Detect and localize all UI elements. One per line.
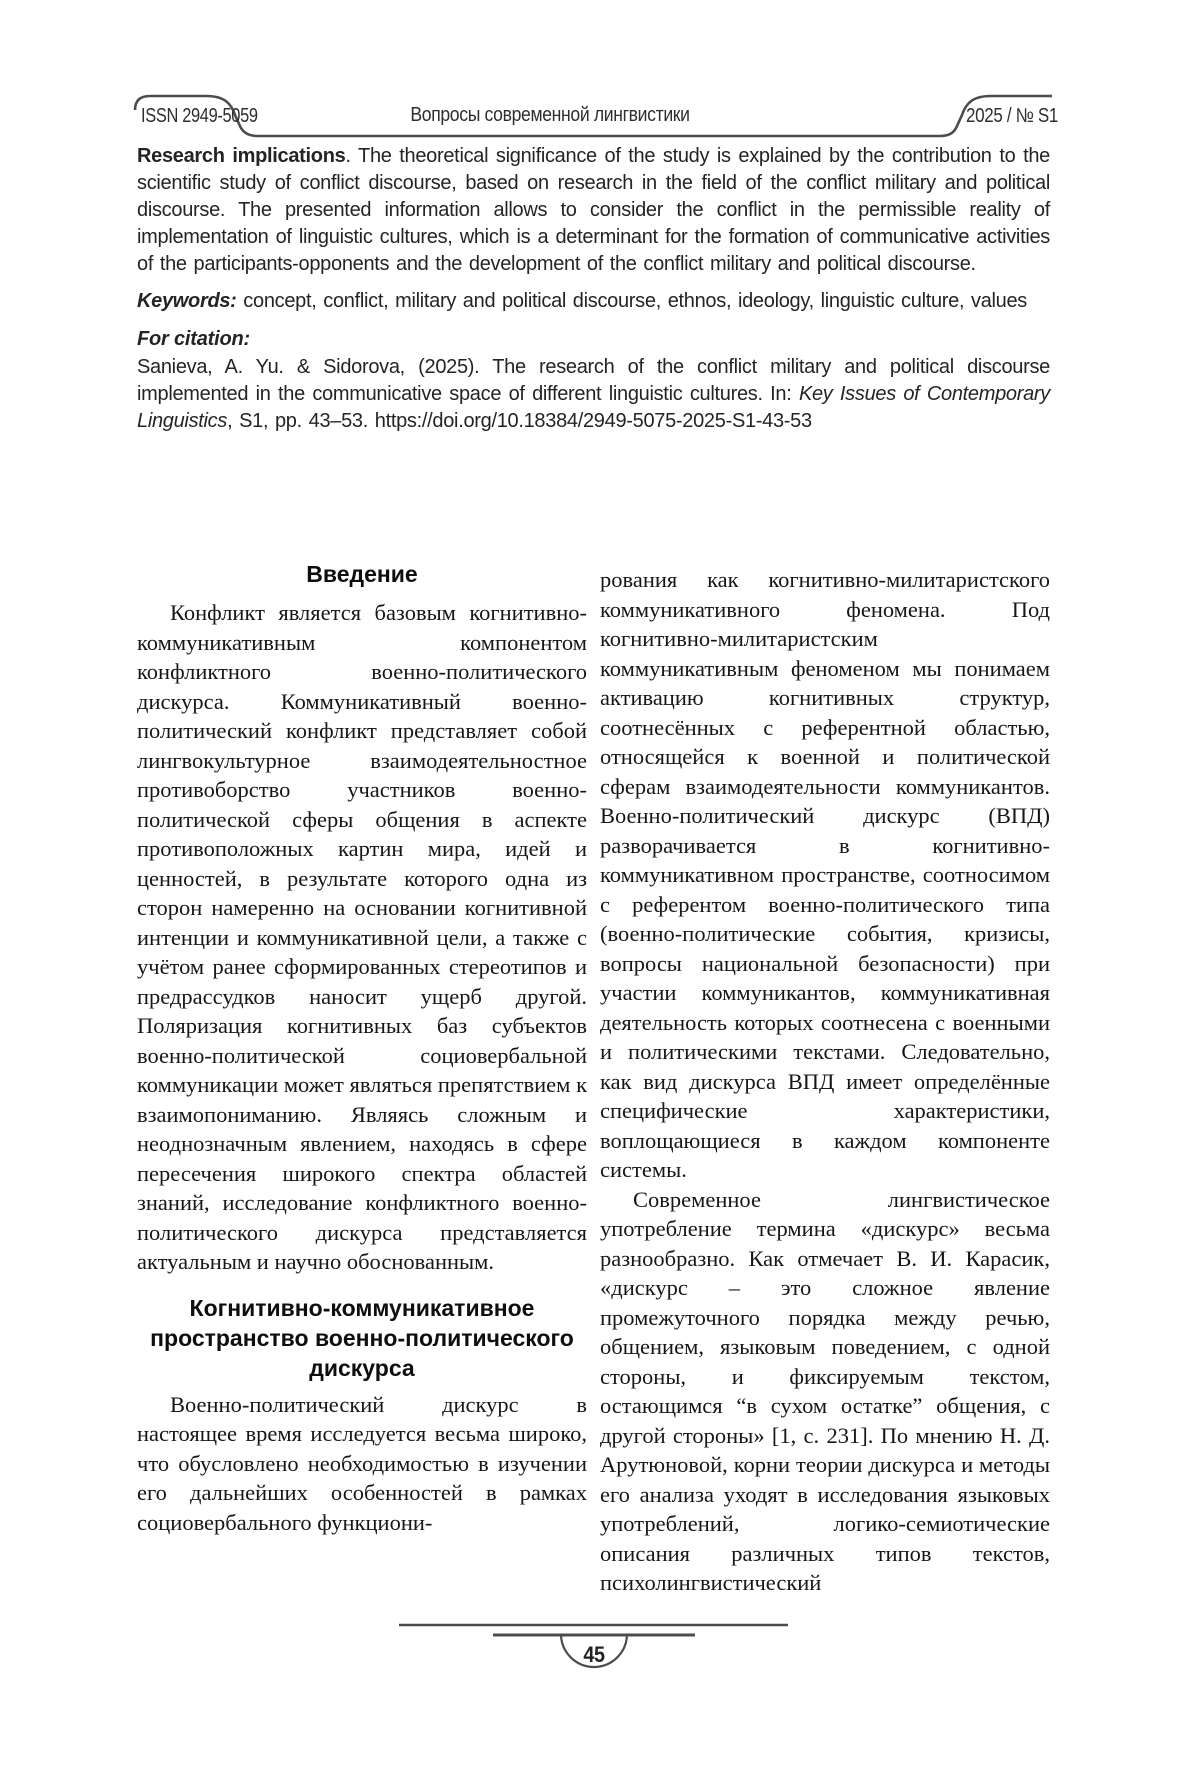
english-abstract-block: [137, 143, 1050, 445]
citation-journal-title: Key Issues of Contemporary Linguistics: [137, 383, 1050, 432]
discourse-paragraph: Современное лингвистическое употребление термина «дискурс» весьма разнообразно. Как отмечает В. И. Карасик, «дискурс – это сложное явление промежуточного порядка между речью, общением, языковым поведением, с одной стороны, и фиксируемым текстом, остающимся “в сухом остатке” общения, с другой стороны» [1, с. 231]. По мнению Н. Д. Арутюновой, корни теории дискурса и методы его анализа уходят в исследования языковых употреблений, логико-семиотические описания различных типов текстов, психолингвистический: [600, 1186, 1050, 1595]
keywords-paragraph: [137, 288, 1050, 315]
keywords-text: concept, conflict, military and political discourse, ethnos, ideology, linguistic culture, values: [236, 290, 1028, 312]
continuation-paragraph: рования как когнитивно-милитаристского коммуникативного феномена. Под когнитивно-милитаристским коммуникативным феноменом мы понимаем активацию когнитивных структур, соотнесённых с референтной областью, относящейся к военной и политической сферам взаимодеятельности коммуникантов. Военно-политический дискурс (ВПД) разворачивается в когнитивно-коммуникативном пространстве, соотносимом с референтом военно-политического типа (военно-политические события, кризисы, вопросы национальной безопасности) при участии коммуникантов, коммуникативная деятельность которых соотнесена с военными и политическими текстами. Следовательно, как вид дискурса ВПД имеет определённые специфические характеристики, воплощающиеся в каждом компоненте системы.: [600, 567, 1050, 1182]
page-number: 45: [583, 1642, 605, 1667]
citation-paragraph: [137, 354, 1050, 435]
research-implications-paragraph: [137, 143, 1050, 278]
column-left: [137, 559, 587, 1598]
section-paragraph-left: Военно-политический дискурс в настоящее время исследуется весьма широко, что обусловлено необходимостью в изучении его дальнейших особенностей в рамках социовербального функциони-: [137, 1391, 587, 1535]
header-issn: ISSN 2949-5059: [141, 105, 258, 127]
intro-heading: Введение: [306, 561, 418, 587]
research-implications-label: Research implications: [137, 145, 346, 167]
header-issue-number: 2025 / № S1: [966, 105, 1059, 127]
intro-paragraph: Конфликт является базовым когнитивно-коммуникативным компонентом конфликтного военно-политического дискурса. Коммуникативный военно-политический конфликт представляет собой лингвокультурное взаимодеятельностное противоборство участников военно-политической сферы общения в аспекте противоположных картин мира, идей и ценностей, в результате которого одна из сторон намеренно на основании когнитивной интенции и коммуникативной цели, а также с учётом ранее сформированных стереотипов и предрассудков наносит ущерб другой. Поляризация когнитивных баз субъектов военно-политической социовербальной коммуникации может являться препятствием к взаимопониманию. Являясь сложным и неоднозначным явлением, находясь в сфере пересечения широкого спектра областей знаний, исследование конфликтного военно-политического дискурса представляется актуальным и научно обоснованным.: [137, 600, 587, 1274]
citation-doi-text: , S1, pp. 43–53. https://doi.org/10.18384/2949-5075-2025-S1-43-53: [227, 410, 812, 432]
research-implications-text: . The theoretical significance of the study is explained by the contribution to the scientific study of conflict discourse, based on research in the field of the conflict military and political discourse. The presented information allows to consider the conflict in the permissible reality of implementation of linguistic cultures, which is a determinant for the formation of communicative activities of the participants-opponents and the development of the conflict military and political discourse.: [137, 145, 1050, 275]
column-right: [600, 559, 1050, 1598]
header-journal-title: Вопросы современной лингвистики: [410, 104, 690, 126]
keywords-label: Keywords:: [137, 290, 237, 312]
two-column-text: [137, 559, 1050, 1598]
citation-text-start: Sanieva, A. Yu. & Sidorova, (2025). The research of the conflict military and political discourse implemented in the communicative space of different linguistic cultures. In:: [137, 356, 1050, 405]
for-citation-label: For citation:: [137, 328, 250, 350]
header-rule: [0, 0, 1200, 160]
section-heading: Когнитивно-коммуникативное пространство военно-политического дискурса: [150, 1294, 574, 1381]
